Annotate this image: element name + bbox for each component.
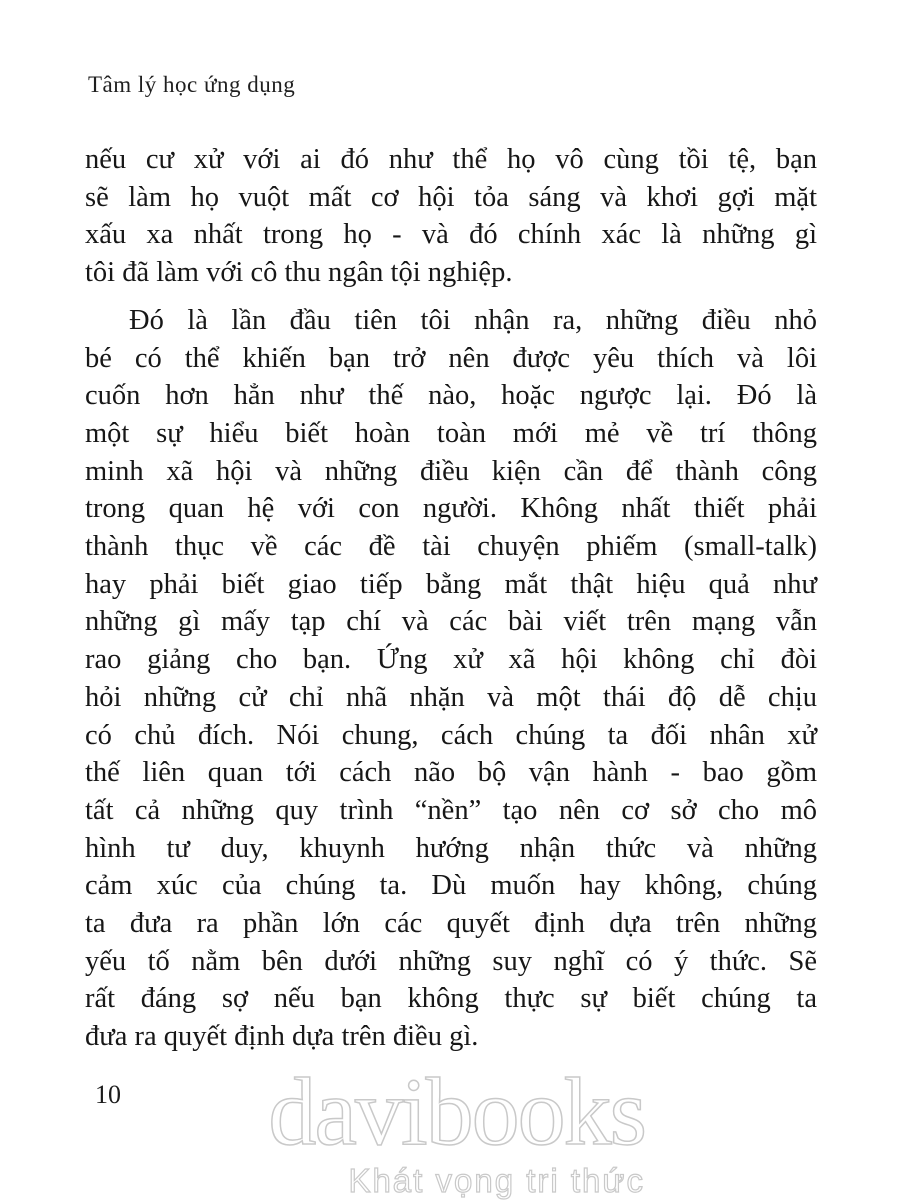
text-line: tất cả những quy trình “nền” tạo nên cơ sở cho mô: [85, 794, 817, 826]
text-line: sẽ làm họ vuột mất cơ hội tỏa sáng và khơi gợi mặt: [85, 181, 817, 213]
text-line: rao giảng cho bạn. Ứng xử xã hội không chỉ đòi: [85, 644, 817, 676]
text-line: thành thục về các đề tài chuyện phiếm (small-talk): [85, 531, 817, 563]
text-line: cảm xúc của chúng ta. Dù muốn hay không, chúng: [85, 870, 817, 902]
watermark: [268, 1058, 645, 1199]
text-line: bé có thể khiến bạn trở nên được yêu thích và lôi: [85, 342, 817, 374]
text-line: tôi đã làm với cô thu ngân tội nghiệp.: [85, 257, 513, 289]
text-line: nếu cư xử với ai đó như thể họ vô cùng tồi tệ, bạn: [85, 144, 817, 175]
paragraph: [85, 141, 817, 292]
text-line: hay phải biết giao tiếp bằng mắt thật hiệu quả như: [85, 568, 817, 600]
text-line: những gì mấy tạp chí và các bài viết trên mạng vẫn: [85, 606, 817, 638]
paragraph: [85, 302, 817, 1056]
running-header: Tâm lý học ứng dụng: [88, 72, 296, 97]
text-line: thế liên quan tới cách não bộ vận hành - bao gồm: [85, 757, 817, 789]
text-line: xấu xa nhất trong họ - và đó chính xác là những gì: [85, 219, 817, 251]
watermark-brand-text: davibooks: [268, 1058, 645, 1165]
body-text: [85, 141, 817, 1056]
text-line: yếu tố nằm bên dưới những suy nghĩ có ý thức. Sẽ: [85, 945, 817, 977]
text-line: trong quan hệ với con người. Không nhất thiết phải: [85, 493, 817, 525]
text-line: có chủ đích. Nói chung, cách chúng ta đối nhân xử: [85, 719, 817, 751]
text-line: hỏi những cử chỉ nhã nhặn và một thái độ dễ chịu: [85, 681, 817, 713]
text-line: minh xã hội và những điều kiện cần để thành công: [85, 455, 817, 487]
text-line: cuốn hơn hẳn như thế nào, hoặc ngược lại. Đó là: [85, 380, 817, 412]
page-number: 10: [95, 1080, 121, 1109]
text-line: rất đáng sợ nếu bạn không thực sự biết chúng ta: [85, 983, 817, 1015]
text-line: hình tư duy, khuynh hướng nhận thức và những: [85, 832, 817, 864]
text-line: Đó là lần đầu tiên tôi nhận ra, những điều nhỏ: [129, 304, 817, 336]
watermark-slogan-text: Khát vọng tri thức: [348, 1162, 645, 1199]
text-line: đưa ra quyết định dựa trên điều gì.: [85, 1021, 479, 1053]
text-line: ta đưa ra phần lớn các quyết định dựa trên những: [85, 908, 817, 940]
text-line: một sự hiểu biết hoàn toàn mới mẻ về trí thông: [85, 417, 817, 449]
